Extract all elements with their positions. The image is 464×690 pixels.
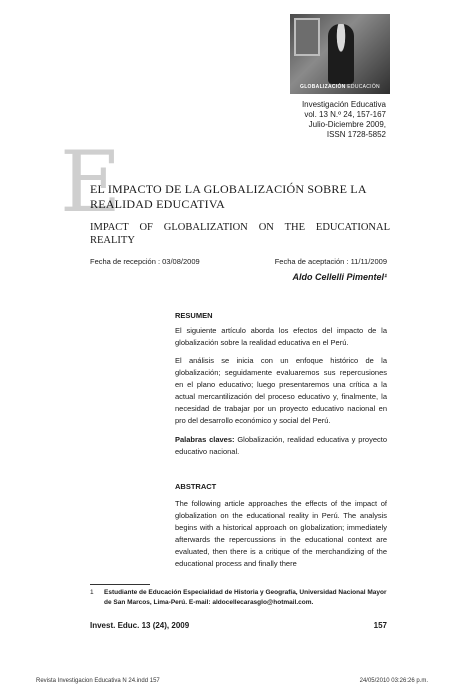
footnote-text: Estudiante de Educación Especialidad de Historia y Geografía, Universidad Nacional Mayor de San Marcos, Lima-Perú. E-mail: aldocellecarasglo@hotmail.com. [104,589,387,606]
keywords-text: Globalización, realidad educativa y proyecto educativo nacional. [175,435,387,456]
photo-caption: GLOBALIZACIÓN EDUCACIÓN [300,84,380,90]
footnote-number: 1 [90,589,94,596]
dates-row [90,257,387,266]
imprint-file: Revista Investigacion Educativa N 24.indd 157 [36,678,160,684]
footer-journal: Invest. Educ. 13 (24), 2009 [90,621,190,630]
resumen-heading: RESUMEN [175,311,213,320]
photo-figure [328,24,354,84]
imprint-timestamp: 24/05/2010 03:26:26 p.m. [359,678,428,684]
title-english: IMPACT OF GLOBALIZATION ON THE EDUCATIONAL REALITY [90,222,390,246]
footnote-rule [90,584,150,585]
abstract-heading: ABSTRACT [175,482,217,491]
resumen-paragraph-2: El análisis se inicia con un enfoque histórico de la globalización; seguidamente evaluaremos sus repercusiones en el plano educativo; luego presentaremos una crítica a la actual mercantilización del proceso educativo y, finalmente, la necesidad de trabajar por un proyecto educativo nacional en pro del desarrollo económico y social del Perú. [175,356,387,425]
abstract-paragraph-1: The following article approaches the effects of the impact of globalization on the educational reality in Perú. The analysis begins with a historical approach on globalization; immediately afterwards the repercussions in the educational context are evaluated, then there is a critique of the merchandizing of the educational process and finally there [175,499,387,568]
journal-info-line: vol. 13 N.º 24, 157-167 [304,110,386,119]
footer-page-number: 157 [373,621,387,630]
footnote [90,588,390,607]
header-photo [290,14,390,94]
keywords [175,434,387,458]
journal-info [302,100,386,140]
drop-cap: E [60,133,122,231]
photo-frame [294,18,320,56]
journal-info-line: ISSN 1728-5852 [326,130,386,139]
title-spanish: EL IMPACTO DE LA GLOBALIZACIÓN SOBRE LA REALIDAD EDUCATIVA [90,182,367,211]
received-date: Fecha de recepción : 03/08/2009 [90,257,200,266]
journal-info-line: Investigación Educativa [301,100,386,109]
keywords-label: Palabras claves: [175,435,235,444]
resumen-paragraph-1: El siguiente artículo aborda los efectos del impacto de la globalización sobre la realidad educativa en el Perú. [175,326,387,347]
journal-info-line: Julio-Diciembre 2009, [308,120,386,129]
author: Aldo Cellelli Pimentel¹ [292,272,387,282]
accepted-date: Fecha de aceptación : 11/11/2009 [274,257,387,266]
